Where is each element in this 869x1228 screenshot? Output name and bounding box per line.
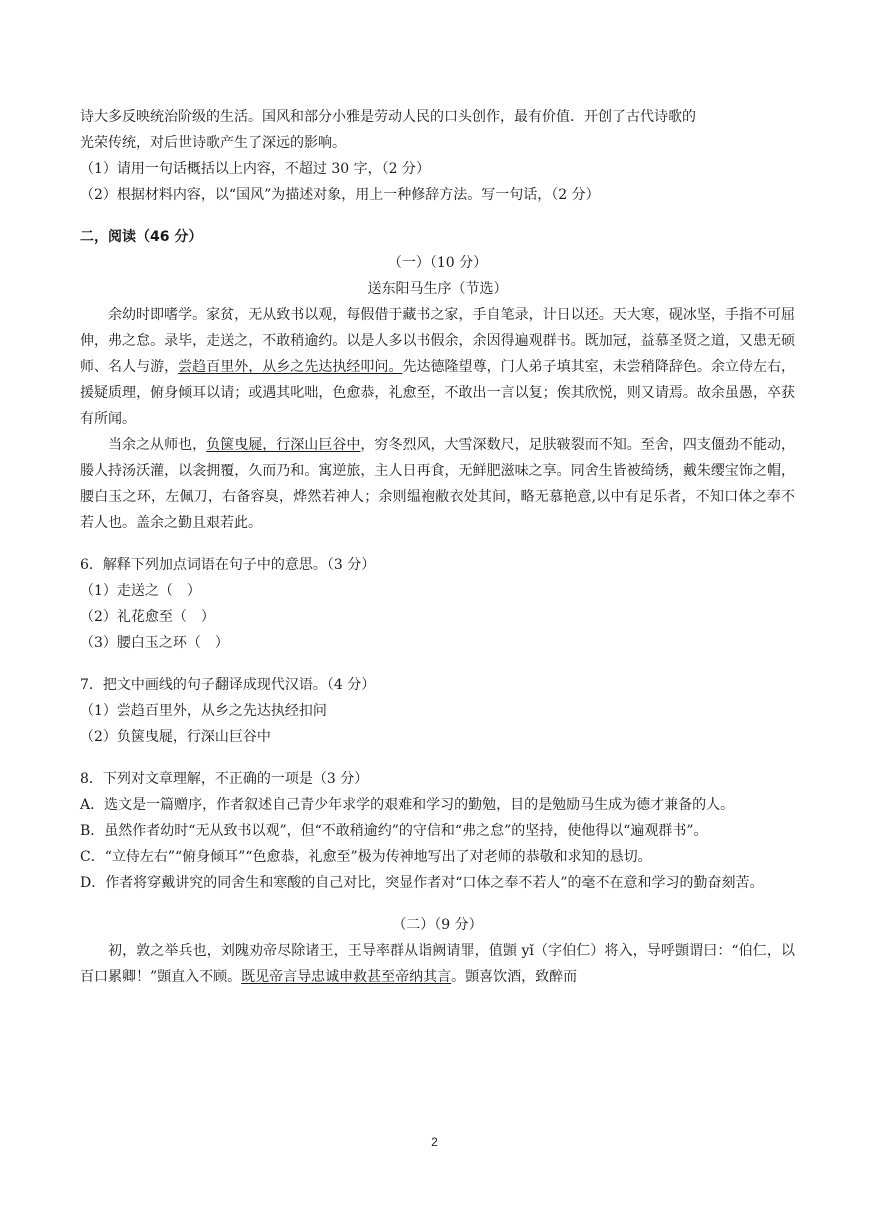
passage-text: ，穷冬烈风，大雪深数尺，足肤皲裂而不知。至舍，四支僵劲不能动，媵人持汤沃灌，以衾拥覆，久而乃和。寓逆旅，主人日再食，无鲜肥滋味之享。同舍生皆被绮绣，戴朱缨宝饰之帽，腰白玉之环，左佩刀，右备容臭，烨然若神人；余则缊袍敝衣处其间，略无慕艳意,以中有足乐者，不知口体之奉不若人也。盖余之勤且艰若此。 [80,437,796,531]
intro-question-2: （2）根据材料内容，以“国风”为描述对象，用上一种修辞方法。写一句话，（2 分） [80,187,600,203]
page-number: 2 [431,1135,438,1149]
intro-line-2: 光荣传统，对后世诗歌产生了深远的影响。 [80,135,346,151]
passage-paragraph-2 [80,432,795,536]
question-6-stem: 6．解释下列加点词语在句子中的意思。（3 分） [80,557,376,573]
question-6-item: （1）走送之（ ） [80,583,201,599]
question-7-item: （2）负箧曳屣，行深山巨谷中 [80,729,271,745]
passage2-paragraph-1 [80,938,795,990]
page-content [80,104,795,990]
question-6-item: （2）礼花愈至（ ） [80,609,215,625]
spacer [80,536,795,552]
part2-title: （二）（9 分） [392,917,483,933]
question-6-item: （3）腰白玉之环（ ） [80,635,229,651]
intro-question-1: （1）请用一句话概括以上内容，不超过 30 字，（2 分） [80,161,430,177]
question-7-stem: 7．把文中画线的句子翻译成现代汉语。（4 分） [80,677,376,693]
passage-paragraph-1 [80,302,795,432]
spacer [80,750,795,766]
intro-line-1: 诗大多反映统治阶级的生活。国风和部分小雅是劳动人民的口头创作，最有价值．开创了古代诗歌的 [80,109,696,125]
section-heading: 二，阅读（46 分） [80,229,203,245]
passage-text: 当余之从师也， [108,437,207,453]
passage-text: 先达德隆望尊，门人弟子填其室，未尝稍降辞色。余立侍左右，援疑质理，俯身倾耳以请；或遇其叱咄，色愈恭，礼愈至，不敢出一言以复；俟其欣悦，则又请焉。故余虽愚，卒获有所闻。 [80,359,796,427]
passage-text: 余幼时即嗜学。家贫，无从致书以观，每假借于藏书之家，手自笔录，计日以还。天大寒，砚冰坚，手指不可屈伸，弗之怠。录毕，走送之，不敢稍逾约。以是人多以书假余，余因得遍观群书。既加冠，益慕圣贤之道，又患无硕师、名人与游， [80,307,795,375]
passage-text: 初，敦之举兵也，刘隗劝帝尽除诸王，王导率群从诣阙请罪，值顗 yǐ（字伯仁）将入，导呼顗谓曰：“伯仁，以百口累卿！”顗直入不顾。 [80,943,795,985]
spacer [80,896,795,912]
spacer [80,208,795,224]
question-7-item: （1）尝趋百里外，从乡之先达执经扣问 [80,703,327,719]
passage-title: 送东阳马生序（节选） [367,281,508,297]
question-8-option-a: A．选文是一篇赠序，作者叙述自己青少年求学的艰难和学习的勤勉，目的是勉励马生成为德才兼备的人。 [80,797,735,813]
underlined-sentence-3: 既见帝言导忠诚申救甚至帝纳其言 [241,969,452,985]
question-8-stem: 8．下列对文章理解，不正确的一项是（3 分） [80,771,369,787]
spacer [80,656,795,672]
question-8-option-c: C．“立侍左右”“俯身倾耳”“色愈恭，礼愈至”极为传神地写出了对老师的恭敬和求知的恳切。 [80,849,652,865]
passage-text: 。顗喜饮酒，致醉而 [451,969,578,985]
underlined-sentence-2: 负箧曳屣，行深山巨谷中 [206,437,361,453]
underlined-sentence-1: 尝趋百里外，从乡之先达执经叩问。 [178,359,403,375]
part1-title: （一）（10 分） [387,255,488,271]
question-8-option-d: D．作者将穿戴讲究的同舍生和寒酸的自己对比，突显作者对“口体之奉不若人”的毫不在意和学习的勤奋刻苦。 [80,875,764,891]
question-8-option-b: B．虽然作者幼时“无从致书以观”，但“不敢稍逾约”的守信和“弗之怠”的坚持，使他得以“遍观群书”。 [80,823,708,839]
